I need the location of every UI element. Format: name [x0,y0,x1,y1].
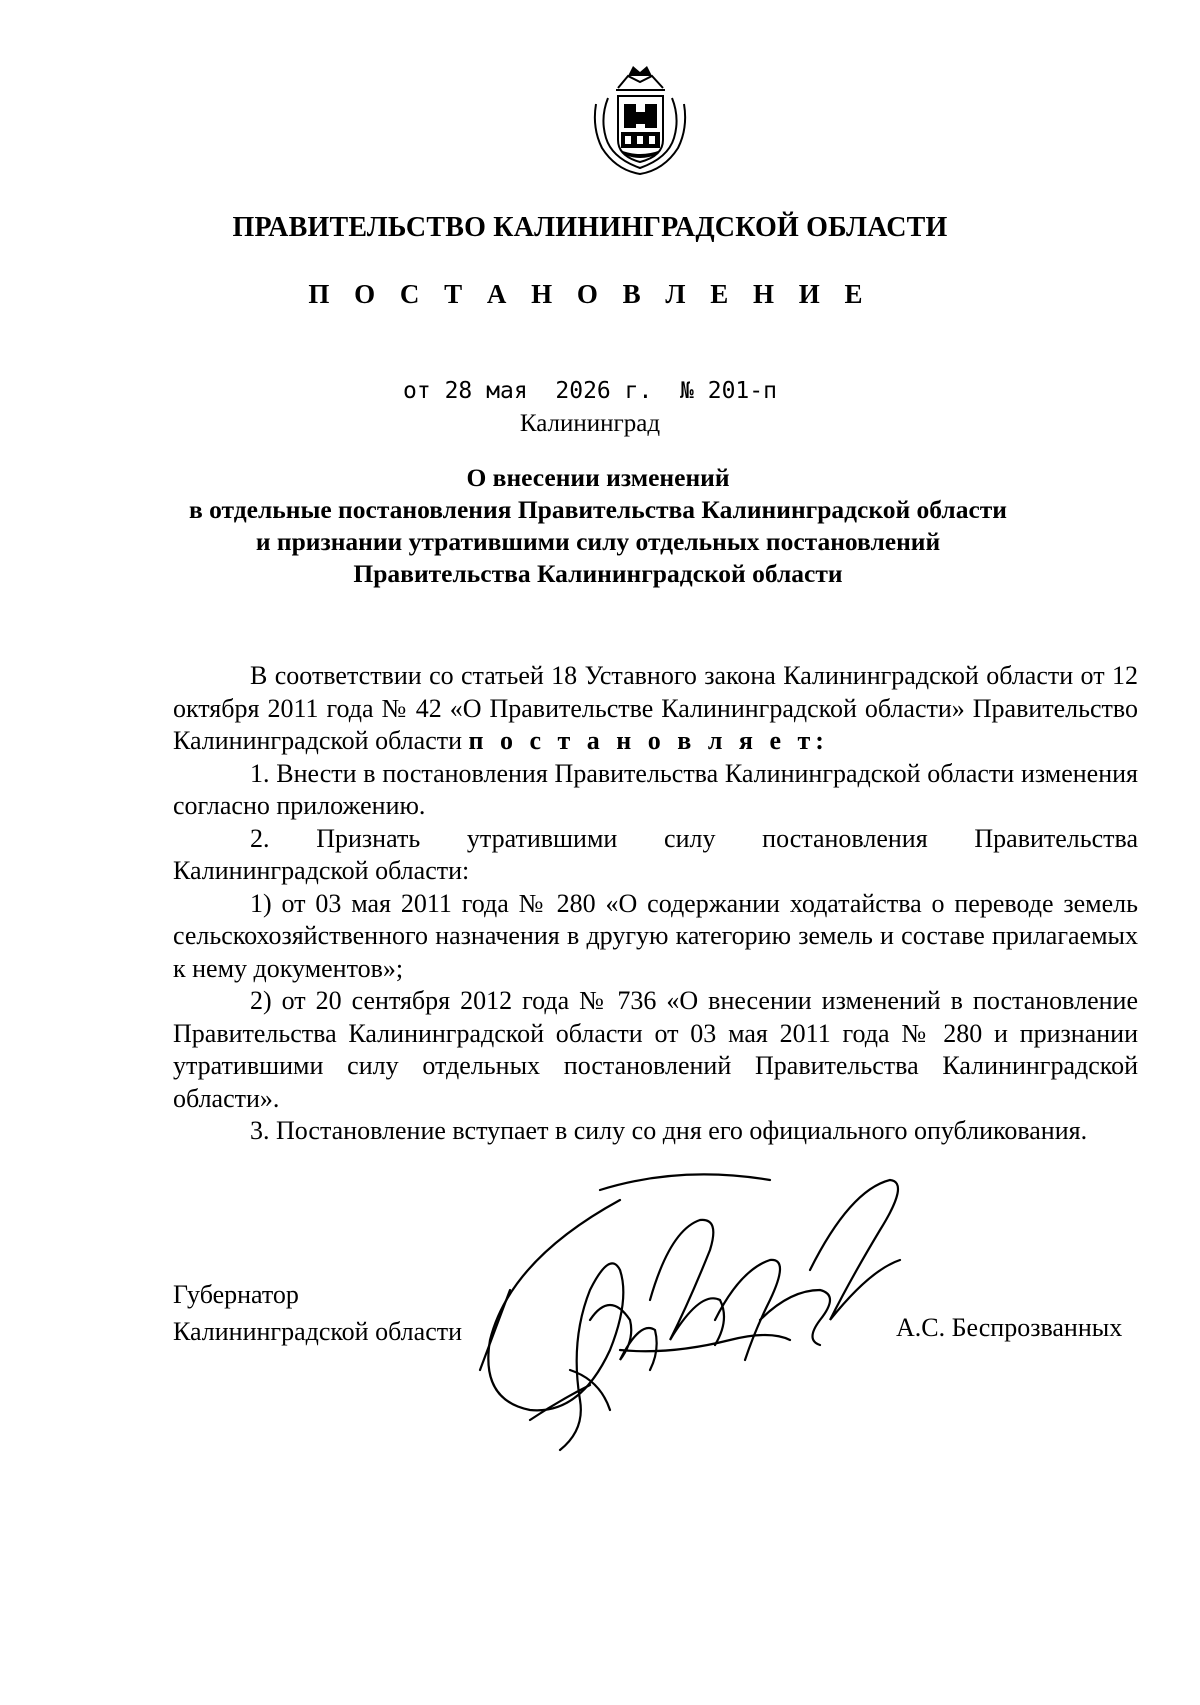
date-prefix: от [403,378,431,404]
preamble-paragraph [173,660,1138,758]
preamble-text: В соответствии со статьей 18 Уставного закона Калининградской области от 12 октября 2011 года № 42 «О Правительстве Калининградской области» Правительство Калининградской области [173,661,1138,755]
decree-word: п о с т а н о в л я е т: [468,726,829,755]
item-2-1: 1) от 03 мая 2011 года № 280 «О содержании ходатайства о переводе земель сельскохозяйственного назначения в другую категорию земель и составе прилагаемых к нему документов»; [173,888,1138,983]
item-3: 3. Постановление вступает в силу со дня его официального опубликования. [250,1116,1088,1145]
signatory-name: А.С. Беспрозванных [896,1313,1123,1342]
coat-of-arms-icon [588,58,693,176]
date-day: 28 [444,378,473,404]
document-number: 201-п [707,378,777,404]
item-2-2: 2) от 20 сентября 2012 года № 736 «О внесении изменений в постановление Правительства Калининградской области от 03 мая 2011 года № 280 и признании утратившими силу отдельных постановлений Правительства Калининградской области». [173,986,1138,1113]
city: Калининград [519,410,661,437]
date-month: мая [486,378,528,404]
date-year: 2026 г. [555,378,653,404]
item-2: 2. Признать утратившими силу постановления Правительства Калининградской области: [173,823,1138,885]
position-line: Губернатор [173,1280,299,1309]
title-line: О внесении изменений [466,463,730,492]
date-number-line [0,378,1180,404]
position-line: Калининградской области [173,1317,463,1346]
handwritten-signature [470,1170,950,1470]
title-line: в отдельные постановления Правительства Калининградской области [189,495,1007,524]
title-line: и признании утратившими силу отдельных постановлений [255,527,941,556]
document-body [173,660,1138,1148]
item-1: 1. Внести в постановления Правительства Калининградской области изменения согласно приложению. [173,758,1138,820]
number-sign: № [680,378,694,404]
organization-name: ПРАВИТЕЛЬСТВО КАЛИНИНГРАДСКОЙ ОБЛАСТИ [232,212,948,243]
signatory-position [173,1276,462,1350]
document-title [180,462,1016,590]
title-line: Правительства Калининградской области [353,559,843,588]
document-type: П О С Т А Н О В Л Е Н И Е [308,279,872,309]
